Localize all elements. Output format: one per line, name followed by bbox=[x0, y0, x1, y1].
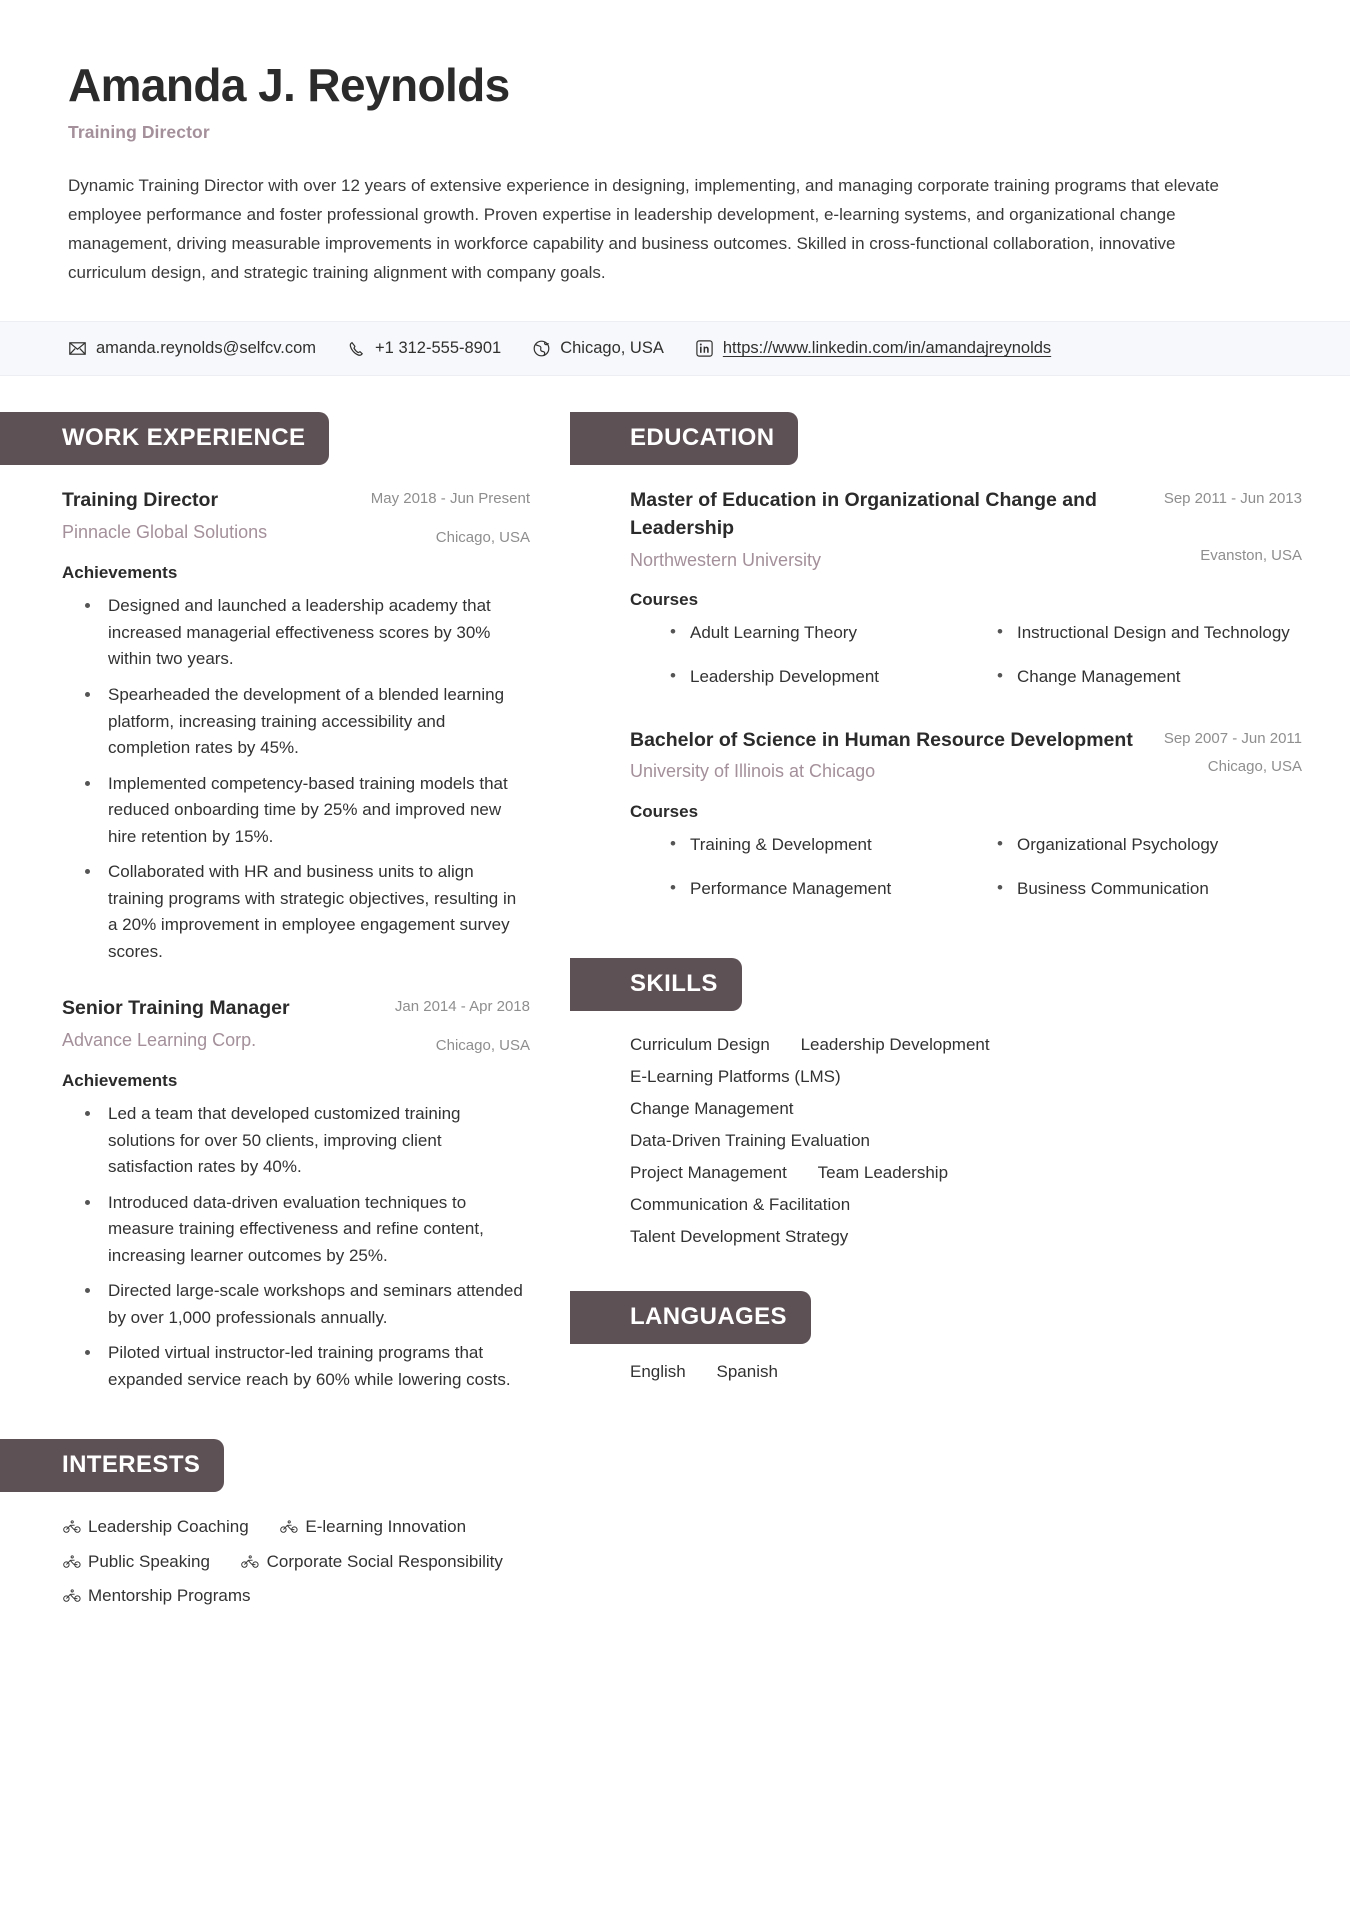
achievements-label: Achievements bbox=[62, 1071, 178, 1091]
skills-row bbox=[630, 1189, 1170, 1221]
interests-list bbox=[62, 1510, 530, 1613]
skills-list bbox=[630, 1029, 1170, 1253]
list-item: • Organizational Psychology bbox=[997, 832, 1302, 858]
contact-email-text: amanda.reynolds@selfcv.com bbox=[96, 339, 317, 358]
phone-icon bbox=[347, 339, 366, 358]
education-list bbox=[570, 487, 1350, 920]
skills-row bbox=[630, 1061, 1170, 1093]
interest-item bbox=[62, 1510, 249, 1543]
education-section bbox=[570, 412, 1350, 465]
work-entry bbox=[62, 487, 530, 965]
interest-item bbox=[241, 1545, 503, 1578]
contact-phone[interactable] bbox=[347, 339, 501, 358]
right-column bbox=[570, 412, 1350, 1381]
education-location: Evanston, USA bbox=[1200, 546, 1302, 564]
candidate-job-title: Training Director bbox=[68, 121, 210, 142]
skills-row bbox=[630, 1029, 1170, 1061]
list-item: • Instructional Design and Technology bbox=[997, 620, 1302, 646]
interest-label: Mentorship Programs bbox=[88, 1586, 251, 1606]
education-entry bbox=[630, 487, 1302, 708]
list-item: • Piloted virtual instructor-led training programs that expanded service reach by 60% while lowering costs. bbox=[102, 1340, 530, 1393]
contact-location bbox=[532, 339, 664, 358]
education-location: Chicago, USA bbox=[1207, 758, 1302, 776]
work-location: Chicago, USA bbox=[435, 529, 530, 547]
contact-linkedin-text[interactable]: https://www.linkedin.com/in/amandajreynolds bbox=[722, 339, 1052, 358]
contact-phone-text: +1 312-555-8901 bbox=[375, 339, 502, 358]
skill-item: Team Leadership bbox=[817, 1163, 949, 1183]
list-item: • Change Management bbox=[997, 664, 1302, 690]
achievements-label: Achievements bbox=[62, 563, 178, 583]
list-item: • Collaborated with HR and business units to align training programs with strategic objectives, resulting in a 20% improvement in employee engagement survey scores. bbox=[102, 859, 530, 965]
list-item: • Designed and launched a leadership academy that increased managerial effectiveness scores by 30% within two years. bbox=[102, 593, 530, 673]
education-degree: Bachelor of Science in Human Resource Development bbox=[630, 728, 1133, 751]
courses-label: Courses bbox=[630, 801, 699, 821]
list-item: • Adult Learning Theory bbox=[670, 620, 975, 646]
list-item: • Spearheaded the development of a blended learning platform, increasing training accessibility and completion rates by 45%. bbox=[102, 682, 530, 762]
interest-label: Public Speaking bbox=[88, 1551, 210, 1571]
interests-section bbox=[0, 1439, 570, 1613]
interest-item bbox=[279, 1510, 466, 1543]
work-entry bbox=[62, 995, 530, 1393]
work-company: Pinnacle Global Solutions bbox=[62, 522, 268, 543]
candidate-name: Amanda J. Reynolds bbox=[68, 59, 510, 111]
interest-label: Leadership Coaching bbox=[88, 1517, 249, 1537]
contact-bar bbox=[0, 321, 1350, 376]
list-item: • Business Communication bbox=[997, 876, 1302, 902]
skills-row bbox=[630, 1157, 1170, 1189]
skill-item: Talent Development Strategy bbox=[630, 1226, 849, 1246]
resume-body bbox=[0, 376, 1350, 1613]
work-date: Jan 2014 - Apr 2018 bbox=[394, 998, 530, 1016]
list-item: • Led a team that developed customized training solutions for over 50 clients, improving client satisfaction rates by 40%. bbox=[102, 1101, 530, 1181]
education-courses bbox=[630, 832, 1302, 921]
work-company: Advance Learning Corp. bbox=[62, 1029, 257, 1050]
work-title: Senior Training Manager bbox=[62, 997, 290, 1020]
section-header-skills: SKILLS bbox=[570, 958, 742, 1011]
bicycle-icon bbox=[62, 1586, 81, 1605]
interest-item bbox=[62, 1579, 251, 1612]
skill-item: Change Management bbox=[630, 1099, 794, 1119]
bicycle-icon bbox=[241, 1552, 260, 1571]
skill-item: Communication & Facilitation bbox=[630, 1195, 851, 1215]
interest-label: E-learning Innovation bbox=[305, 1517, 467, 1537]
list-item: • Directed large-scale workshops and seminars attended by over 1,000 professionals annually. bbox=[102, 1278, 530, 1331]
education-date: Sep 2007 - Jun 2011 bbox=[1163, 729, 1302, 747]
list-item: • Training & Development bbox=[670, 832, 975, 858]
bicycle-icon bbox=[62, 1517, 81, 1536]
education-courses bbox=[630, 620, 1302, 709]
contact-email[interactable] bbox=[68, 339, 316, 358]
section-header-languages: LANGUAGES bbox=[570, 1291, 811, 1344]
skill-item: Data-Driven Training Evaluation bbox=[630, 1131, 871, 1151]
work-achievements bbox=[62, 593, 530, 965]
list-item: • Performance Management bbox=[670, 876, 975, 902]
interest-label: Corporate Social Responsibility bbox=[266, 1551, 503, 1571]
education-degree: Master of Education in Organizational Change and Leadership bbox=[630, 489, 1097, 540]
work-date: May 2018 - Jun Present bbox=[370, 490, 530, 508]
courses-column bbox=[670, 620, 975, 709]
skill-item: Project Management bbox=[630, 1163, 787, 1183]
work-experience-section bbox=[0, 412, 570, 465]
section-header-work-experience: WORK EXPERIENCE bbox=[0, 412, 329, 465]
languages-section bbox=[570, 1291, 1350, 1382]
list-item: • Introduced data-driven evaluation techniques to measure training effectiveness and refine content, increasing learner outcomes by 25%. bbox=[102, 1190, 530, 1270]
skills-section bbox=[570, 958, 1350, 1253]
education-school: Northwestern University bbox=[630, 549, 822, 570]
list-item: • Implemented competency-based training models that reduced onboarding time by 25% and improved new hire retention by 15%. bbox=[102, 771, 530, 851]
education-entry bbox=[630, 727, 1302, 921]
header bbox=[0, 0, 1350, 287]
skill-item: Leadership Development bbox=[800, 1035, 990, 1055]
education-school: University of Illinois at Chicago bbox=[630, 761, 876, 782]
contact-location-text: Chicago, USA bbox=[560, 339, 664, 358]
courses-column bbox=[670, 832, 975, 921]
work-title: Training Director bbox=[62, 489, 219, 512]
section-header-interests: INTERESTS bbox=[0, 1439, 224, 1492]
section-header-education: EDUCATION bbox=[570, 412, 798, 465]
courses-column bbox=[997, 832, 1302, 921]
interests-row bbox=[62, 1545, 530, 1579]
linkedin-icon bbox=[695, 339, 714, 358]
work-experience-list bbox=[0, 487, 570, 1393]
contact-linkedin[interactable] bbox=[695, 339, 1051, 358]
envelope-icon bbox=[68, 339, 87, 358]
left-column bbox=[0, 412, 570, 1613]
work-location: Chicago, USA bbox=[435, 1037, 530, 1055]
interests-row bbox=[62, 1510, 530, 1544]
language-item: Spanish bbox=[716, 1361, 778, 1381]
education-date: Sep 2011 - Jun 2013 bbox=[1163, 490, 1302, 508]
bicycle-icon bbox=[279, 1517, 298, 1536]
interest-item bbox=[62, 1545, 210, 1578]
skills-row bbox=[630, 1093, 1170, 1125]
courses-column bbox=[997, 620, 1302, 709]
languages-list bbox=[630, 1362, 1302, 1382]
globe-icon bbox=[532, 339, 551, 358]
list-item: • Leadership Development bbox=[670, 664, 975, 690]
interests-row bbox=[62, 1579, 530, 1613]
language-item: English bbox=[630, 1361, 686, 1381]
bicycle-icon bbox=[62, 1552, 81, 1571]
work-achievements bbox=[62, 1101, 530, 1393]
skill-item: Curriculum Design bbox=[630, 1035, 770, 1055]
skill-item: E-Learning Platforms (LMS) bbox=[630, 1067, 841, 1087]
skills-row bbox=[630, 1125, 1170, 1157]
courses-label: Courses bbox=[630, 590, 699, 610]
skills-row bbox=[630, 1221, 1170, 1253]
professional-summary: Dynamic Training Director with over 12 years of extensive experience in designing, implementing, and managing corporate training programs that elevate employee performance and foster professional growth. Proven expertise in leadership development, e-learning systems, and organizational change management, driving measurable improvements in workforce capability and business outcomes. Skilled in cross-functional collaboration, innovative curriculum design, and strategic training alignment with company goals. bbox=[68, 175, 1219, 283]
